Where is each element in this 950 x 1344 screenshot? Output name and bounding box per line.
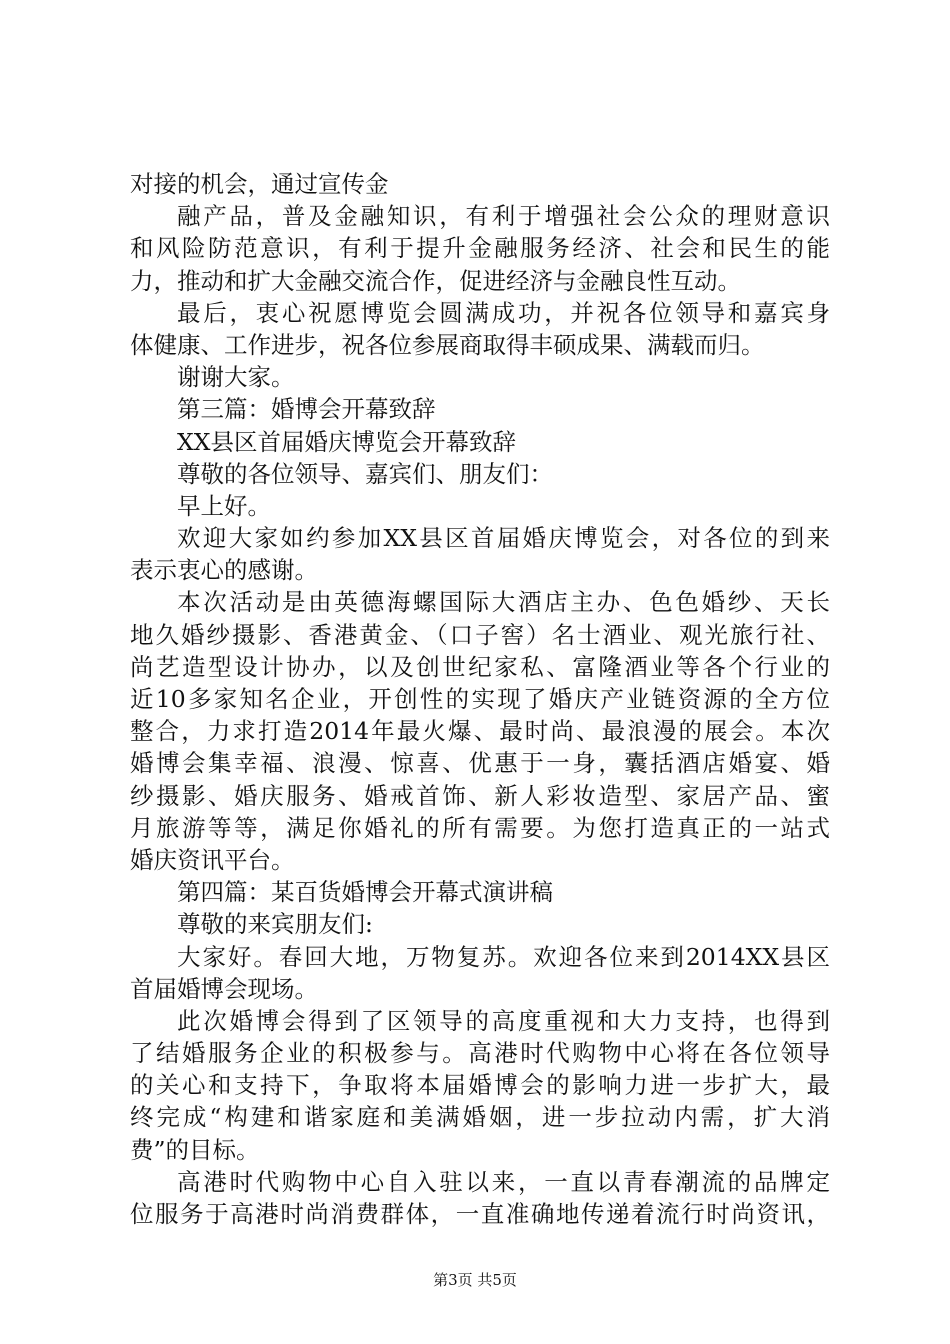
document-body [130,168,830,1230]
text-line: 高港时代购物中心自入驻以来，一直以青春潮流的品牌定 [177,1167,830,1196]
text-line: 欢迎大家如约参加XX县区首届婚庆博览会，对各位的到来 [177,524,830,553]
text-line: 尊敬的来宾朋友们: [177,910,373,939]
text-line: 的关心和支持下，争取将本届婚博会的影响力进一步扩大，最 [130,1071,830,1100]
text-line: 婚博会集幸福、浪漫、惊喜、优惠于一身，囊括酒店婚宴、婚 [130,749,830,778]
text-line: 首届婚博会现场。 [130,974,318,1003]
text-line: 早上好。 [177,491,271,520]
text-line: 和风险防范意识，有利于提升金融服务经济、社会和民生的能 [130,234,830,263]
text-line: 位服务于高港时尚消费群体，一直准确地传递着流行时尚资讯， [130,1200,830,1228]
text-line: 表示衷心的感谢。 [130,556,318,585]
text-line: 地久婚纱摄影、香港黄金、（口子窖）名士酒业、观光旅行社、 [130,620,830,649]
text-line: 第三篇：婚博会开幕致辞 [177,395,436,424]
text-line: 大家好。春回大地，万物复苏。欢迎各位来到2014XX县区 [177,942,830,971]
text-line: 对接的机会，通过宣传金 [130,170,389,198]
text-line: 纱摄影、婚庆服务、婚戒首饰、新人彩妆造型、家居产品、蜜 [130,781,830,810]
page-footer: 第3页 共5页 [433,1271,517,1289]
text-line: 婚庆资讯平台。 [130,845,295,874]
text-line: 融产品，普及金融知识，有利于增强社会公众的理财意识 [177,202,830,231]
text-line: 谢谢大家。 [177,363,295,392]
text-line: 整合，力求打造2014年最火爆、最时尚、最浪漫的展会。本次 [130,717,830,746]
text-line: 此次婚博会得到了区领导的高度重视和大力支持，也得到 [177,1006,830,1035]
text-line: 最后，衷心祝愿博览会圆满成功，并祝各位领导和嘉宾身 [177,298,830,327]
text-line: 力，推动和扩大金融交流合作，促进经济与金融良性互动。 [130,266,741,295]
text-line: 尚艺造型设计协办，以及创世纪家私、富隆酒业等各个行业的 [130,652,830,681]
text-line: 了结婚服务企业的积极参与。高港时代购物中心将在各位领导 [130,1039,830,1068]
text-line: 费”的目标。 [130,1135,260,1164]
text-line: XX县区首届婚庆博览会开幕致辞 [177,427,516,456]
text-line: 终完成“构建和谐家庭和美满婚姻，进一步拉动内需，扩大消 [130,1103,830,1132]
text-line: 第四篇：某百货婚博会开幕式演讲稿 [177,878,553,907]
text-line: 本次活动是由英德海螺国际大酒店主办、色色婚纱、天长 [177,588,830,617]
text-line: 近10多家知名企业，开创性的实现了婚庆产业链资源的全方位 [130,685,830,713]
text-line: 体健康、工作进步，祝各位参展商取得丰硕成果、满载而归。 [130,330,765,359]
text-line: 月旅游等等，满足你婚礼的所有需要。为您打造真正的一站式 [130,813,830,842]
text-line: 尊敬的各位领导、嘉宾们、朋友们： [177,459,553,488]
